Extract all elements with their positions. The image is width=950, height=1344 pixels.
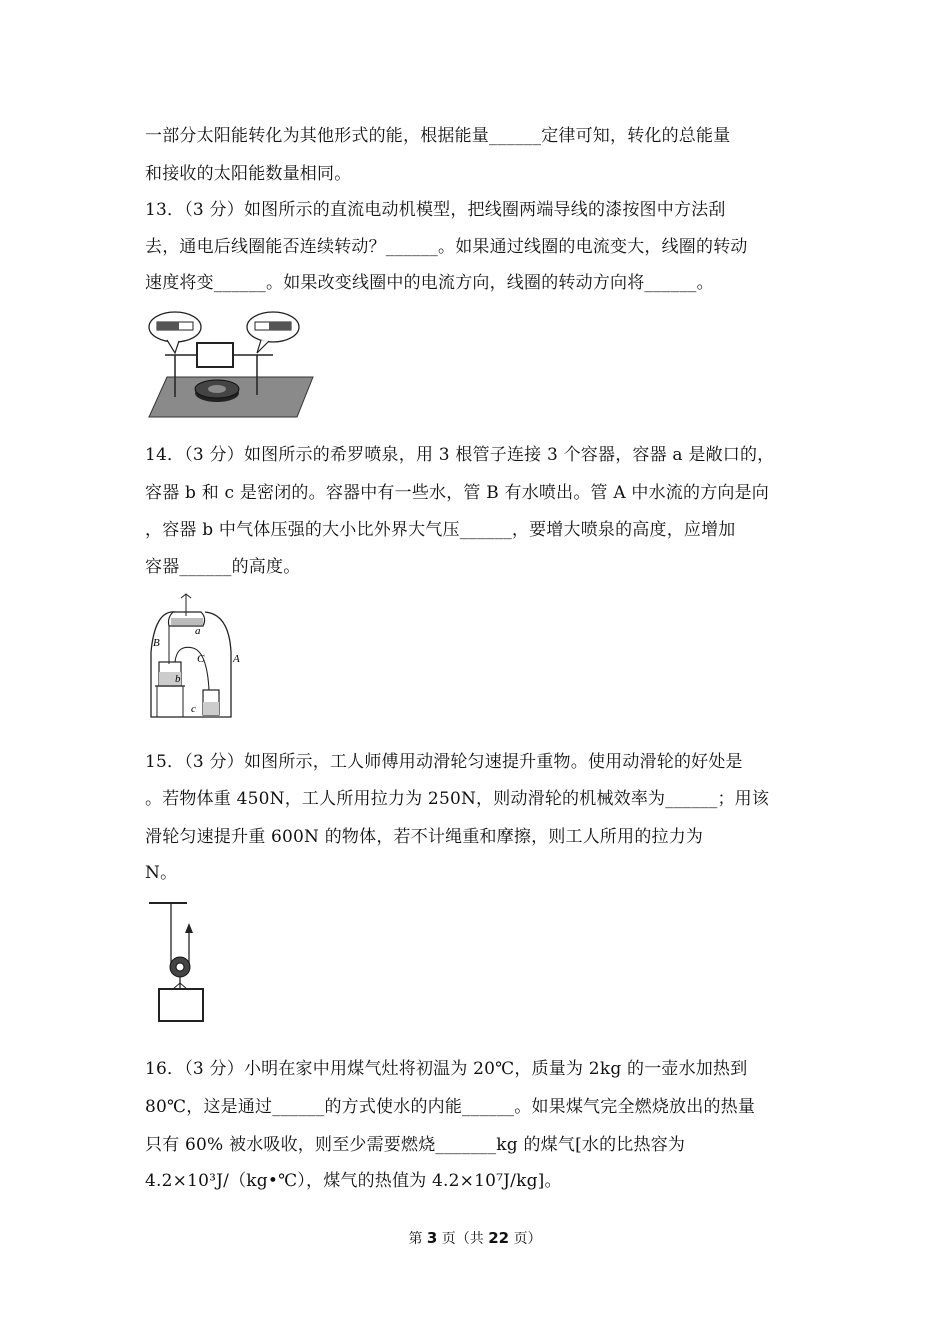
q15-line-1: 15．（3 分）如图所示，工人师傅用动滑轮匀速提升重物。使用动滑轮的好处是	[145, 752, 743, 772]
q16-line-4: 4.2×10³J/（kg•℃），煤气的热值为 4.2×10⁷J/kg]。	[145, 1171, 562, 1191]
q16-line-1: 16．（3 分）小明在家中用煤气灶将初温为 20℃，质量为 2kg 的一壶水加热到	[145, 1059, 748, 1079]
footer-suffix: 页）	[513, 1231, 542, 1247]
q12-line-1: 一部分太阳能转化为其他形式的能，根据能量______定律可知，转化的总能量	[145, 126, 731, 146]
motor-figure	[145, 305, 315, 420]
fountain-label-b: b	[175, 673, 181, 685]
q14-line-1: 14．（3 分）如图所示的希罗喷泉，用 3 根管子连接 3 个容器，容器 a 是敞口的，	[145, 445, 775, 465]
q13-line-2: 去，通电后线圈能否连续转动？______。如果通过线圈的电流变大，线圈的转动	[145, 237, 748, 257]
footer-page-number: 3	[426, 1229, 438, 1247]
pulley-figure	[145, 897, 215, 1027]
fountain-label-B: B	[153, 637, 160, 649]
page-footer	[0, 1228, 950, 1248]
fountain-label-C: C	[197, 653, 205, 665]
q13-line-3: 速度将变______。如果改变线圈中的电流方向，线圈的转动方向将______。	[145, 273, 714, 293]
q16-line-2: 80℃，这是通过______的方式使水的内能______。如果煤气完全燃烧放出的热量	[145, 1097, 756, 1117]
q15-line-3: 滑轮匀速提升重 600N 的物体，若不计绳重和摩擦，则工人所用的拉力为	[145, 827, 704, 847]
q13-line-1: 13．（3 分）如图所示的直流电动机模型，把线圈两端导线的漆按图中方法刮	[145, 200, 726, 220]
fountain-label-A: A	[233, 653, 240, 665]
q12-line-2: 和接收的太阳能数量相同。	[145, 164, 352, 184]
footer-middle: 页（共	[441, 1231, 484, 1247]
q15-line-2: 。若物体重 450N，工人所用拉力为 250N，则动滑轮的机械效率为______；用该	[145, 789, 770, 809]
q14-line-2: 容器 b 和 c 是密闭的。容器中有一些水，管 B 有水喷出。管 A 中水流的方向是向	[145, 483, 770, 503]
q14-line-4: 容器______的高度。	[145, 557, 301, 577]
fountain-figure	[145, 592, 245, 722]
q15-line-4: N。	[145, 863, 178, 883]
fountain-label-c: c	[191, 703, 196, 715]
q14-line-3: ，容器 b 中气体压强的大小比外界大气压______，要增大喷泉的高度，应增加	[145, 520, 736, 540]
fountain-label-a: a	[195, 625, 201, 637]
q16-line-3: 只有 60% 被水吸收，则至少需要燃烧_______kg 的煤气[水的比热容为	[145, 1135, 686, 1155]
footer-total-pages: 22	[488, 1229, 510, 1247]
footer-prefix: 第	[408, 1231, 423, 1247]
